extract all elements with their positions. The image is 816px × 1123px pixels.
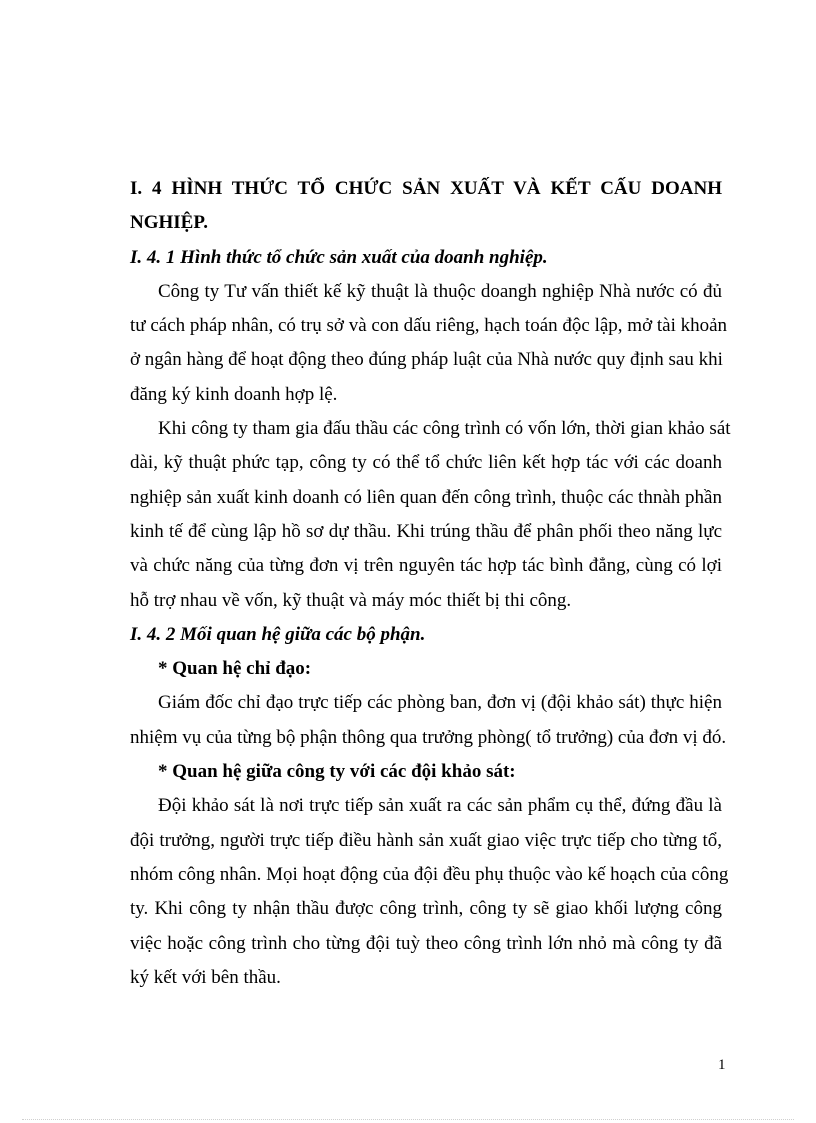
paragraph-2-line-1: Khi công ty tham gia đấu thầu các công trình có vốn lớn, thời gian khảo sát bbox=[158, 418, 731, 440]
relation-2-title: * Quan hệ giữa công ty với các đội khảo sát: bbox=[158, 761, 516, 783]
paragraph-4-line-4: ty. Khi công ty nhận thầu được công trình, công ty sẽ giao khối lượng công bbox=[130, 898, 722, 920]
paragraph-4-line-5: việc hoặc công trình cho từng đội tuỳ theo công trình lớn nhỏ mà công ty đã bbox=[130, 932, 722, 954]
subsection-2-title: I. 4. 2 Mối quan hệ giữa các bộ phận. bbox=[130, 623, 426, 645]
paragraph-4-line-2: đội trưởng, người trực tiếp điều hành sản xuất giao việc trực tiếp cho từng tổ, bbox=[130, 829, 722, 851]
paragraph-4-line-3: nhóm công nhân. Mọi hoạt động của đội đều phụ thuộc vào kế hoạch của công bbox=[130, 863, 729, 885]
paragraph-4-line-6: ký kết với bên thầu. bbox=[130, 966, 281, 988]
paragraph-1-line-4: đăng ký kinh doanh hợp lệ. bbox=[130, 383, 338, 405]
subsection-1-title: I. 4. 1 Hình thức tổ chức sản xuất của doanh nghiệp. bbox=[130, 246, 548, 268]
paragraph-2-line-5: và chức năng của từng đơn vị trên nguyên tác hợp tác bình đẳng, cùng có lợi bbox=[130, 555, 722, 577]
page-number: 1 bbox=[718, 1057, 726, 1073]
section-heading-line-1: I. 4 HÌNH THỨC TỔ CHỨC SẢN XUẤT VÀ KẾT CẤU DOANH bbox=[130, 178, 722, 199]
paragraph-1-line-1: Công ty Tư vấn thiết kế kỹ thuật là thuộc doangh nghiệp Nhà nước có đủ bbox=[158, 280, 722, 302]
relation-1-title: * Quan hệ chỉ đạo: bbox=[158, 658, 312, 680]
paragraph-2-line-2: dài, kỹ thuật phức tạp, công ty có thể tổ chức liên kết hợp tác với các doanh bbox=[130, 452, 722, 474]
paragraph-2-line-4: kinh tế để cùng lập hồ sơ dự thầu. Khi trúng thầu để phân phối theo năng lực bbox=[130, 520, 722, 542]
paragraph-4-line-1: Đội khảo sát là nơi trực tiếp sản xuất ra các sản phẩm cụ thể, đứng đầu là bbox=[158, 795, 722, 817]
document-content bbox=[130, 172, 731, 995]
paragraph-1-line-2: tư cách pháp nhân, có trụ sở và con dấu riêng, hạch toán độc lập, mở tài khoản bbox=[130, 315, 728, 337]
paragraph-1-line-3: ở ngân hàng để hoạt động theo đúng pháp luật của Nhà nước quy định sau khi bbox=[130, 349, 723, 371]
paragraph-2-line-3: nghiệp sản xuất kinh doanh có liên quan đến công trình, thuộc các thnàh phần bbox=[130, 486, 722, 508]
paragraph-3-line-1: Giám đốc chỉ đạo trực tiếp các phòng ban, đơn vị (đội khảo sát) thực hiện bbox=[158, 692, 722, 714]
page-bottom-divider bbox=[22, 1119, 794, 1120]
section-heading-line-2: NGHIỆP. bbox=[130, 212, 208, 234]
paragraph-3-line-2: nhiệm vụ của từng bộ phận thông qua trưởng phòng( tổ trưởng) của đơn vị đó. bbox=[130, 726, 727, 748]
paragraph-2-line-6: hỗ trợ nhau về vốn, kỹ thuật và máy móc thiết bị thi công. bbox=[130, 589, 572, 611]
